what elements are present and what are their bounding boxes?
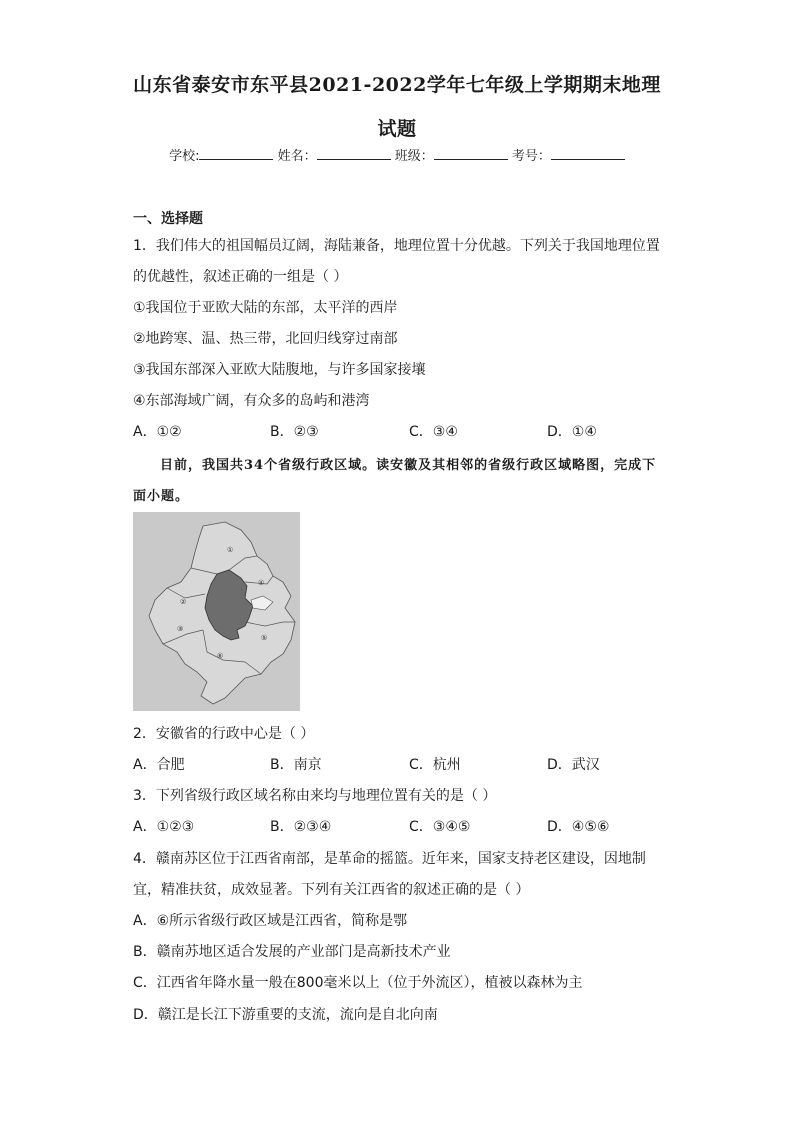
q1-option-d[interactable]: D．①④ xyxy=(547,424,597,440)
q1-option-a[interactable]: A．①② xyxy=(133,424,182,440)
class-blank xyxy=(434,147,508,160)
question-1-text: 1．我们伟大的祖国幅员辽阔，海陆兼备，地理位置十分优越。下列关于我国地理位置 xyxy=(133,238,660,254)
student-info-row xyxy=(0,145,794,164)
anhui-region-map xyxy=(133,512,300,711)
statement-2: ②地跨寒、温、热三带，北回归线穿过南部 xyxy=(133,331,398,347)
question-3-text: 3．下列省级行政区域名称由来均与地理位置有关的是（ ） xyxy=(133,788,497,804)
q1-option-b[interactable]: B．②③ xyxy=(270,424,319,440)
q1-option-c[interactable]: C．③④ xyxy=(409,424,458,440)
q3-option-c[interactable]: C．③④⑤ xyxy=(409,819,471,835)
question-2-text: 2．安徽省的行政中心是（ ） xyxy=(133,726,315,742)
statement-1: ①我国位于亚欧大陆的东部，太平洋的西岸 xyxy=(133,300,398,316)
q4-choice-a[interactable]: A．⑥所示省级行政区域是江西省，简称是鄂 xyxy=(133,913,408,929)
school-label: 学校: xyxy=(169,149,200,164)
exam-number-label: 考号： xyxy=(511,149,551,164)
statement-3: ③我国东部深入亚欧大陆腹地，与许多国家接壤 xyxy=(133,362,426,378)
name-label: 姓名： xyxy=(277,149,317,164)
map-label-3: ③ xyxy=(177,625,184,633)
q3-option-b[interactable]: B．②③④ xyxy=(270,819,332,835)
q3-option-d[interactable]: D．④⑤⑥ xyxy=(547,819,610,835)
map-label-2: ② xyxy=(180,598,187,606)
passage-text-continued: 面小题。 xyxy=(133,489,190,504)
school-blank xyxy=(199,147,273,160)
q2-option-b[interactable]: B．南京 xyxy=(270,757,322,773)
q4-choice-c[interactable]: C．江西省年降水量一般在800毫米以上（位于外流区），植被以森林为主 xyxy=(133,975,583,991)
passage-text: 目前，我国共34个省级行政区域。读安徽及其相邻的省级行政区域略图，完成下 xyxy=(160,458,657,473)
q3-option-a[interactable]: A．①②③ xyxy=(133,819,195,835)
q2-option-c[interactable]: C．杭州 xyxy=(409,757,461,773)
q2-option-d[interactable]: D．武汉 xyxy=(547,757,600,773)
q4-choice-d[interactable]: D．赣江是长江下游重要的支流，流向是自北向南 xyxy=(133,1007,438,1023)
name-blank xyxy=(317,147,391,160)
question-4-text: 4．赣南苏区位于江西省南部，是革命的摇篮。近年来，国家支持老区建设，因地制 xyxy=(133,851,646,867)
page-title-continued: 试题 xyxy=(377,118,417,140)
page-title: 山东省泰安市东平县2021-2022学年七年级上学期期末地理 xyxy=(133,74,661,96)
exam-number-blank xyxy=(551,147,625,160)
map-label-4: ④ xyxy=(258,579,265,587)
class-label: 班级： xyxy=(394,149,434,164)
section-title: 一、选择题 xyxy=(133,211,203,227)
question-1-text-continued: 的优越性，叙述正确的一组是（ ） xyxy=(133,269,348,285)
statement-4: ④东部海域广阔，有众多的岛屿和港湾 xyxy=(133,393,370,409)
map-label-6: ⑥ xyxy=(217,652,224,660)
map-label-1: ① xyxy=(227,546,234,554)
q4-choice-b[interactable]: B．赣南苏地区适合发展的产业部门是高新技术产业 xyxy=(133,944,451,960)
question-4-text-continued: 宜，精准扶贫，成效显著。下列有关江西省的叙述正确的是（ ） xyxy=(133,882,530,898)
map-label-5: ⑤ xyxy=(261,634,268,642)
q2-option-a[interactable]: A．合肥 xyxy=(133,757,185,773)
